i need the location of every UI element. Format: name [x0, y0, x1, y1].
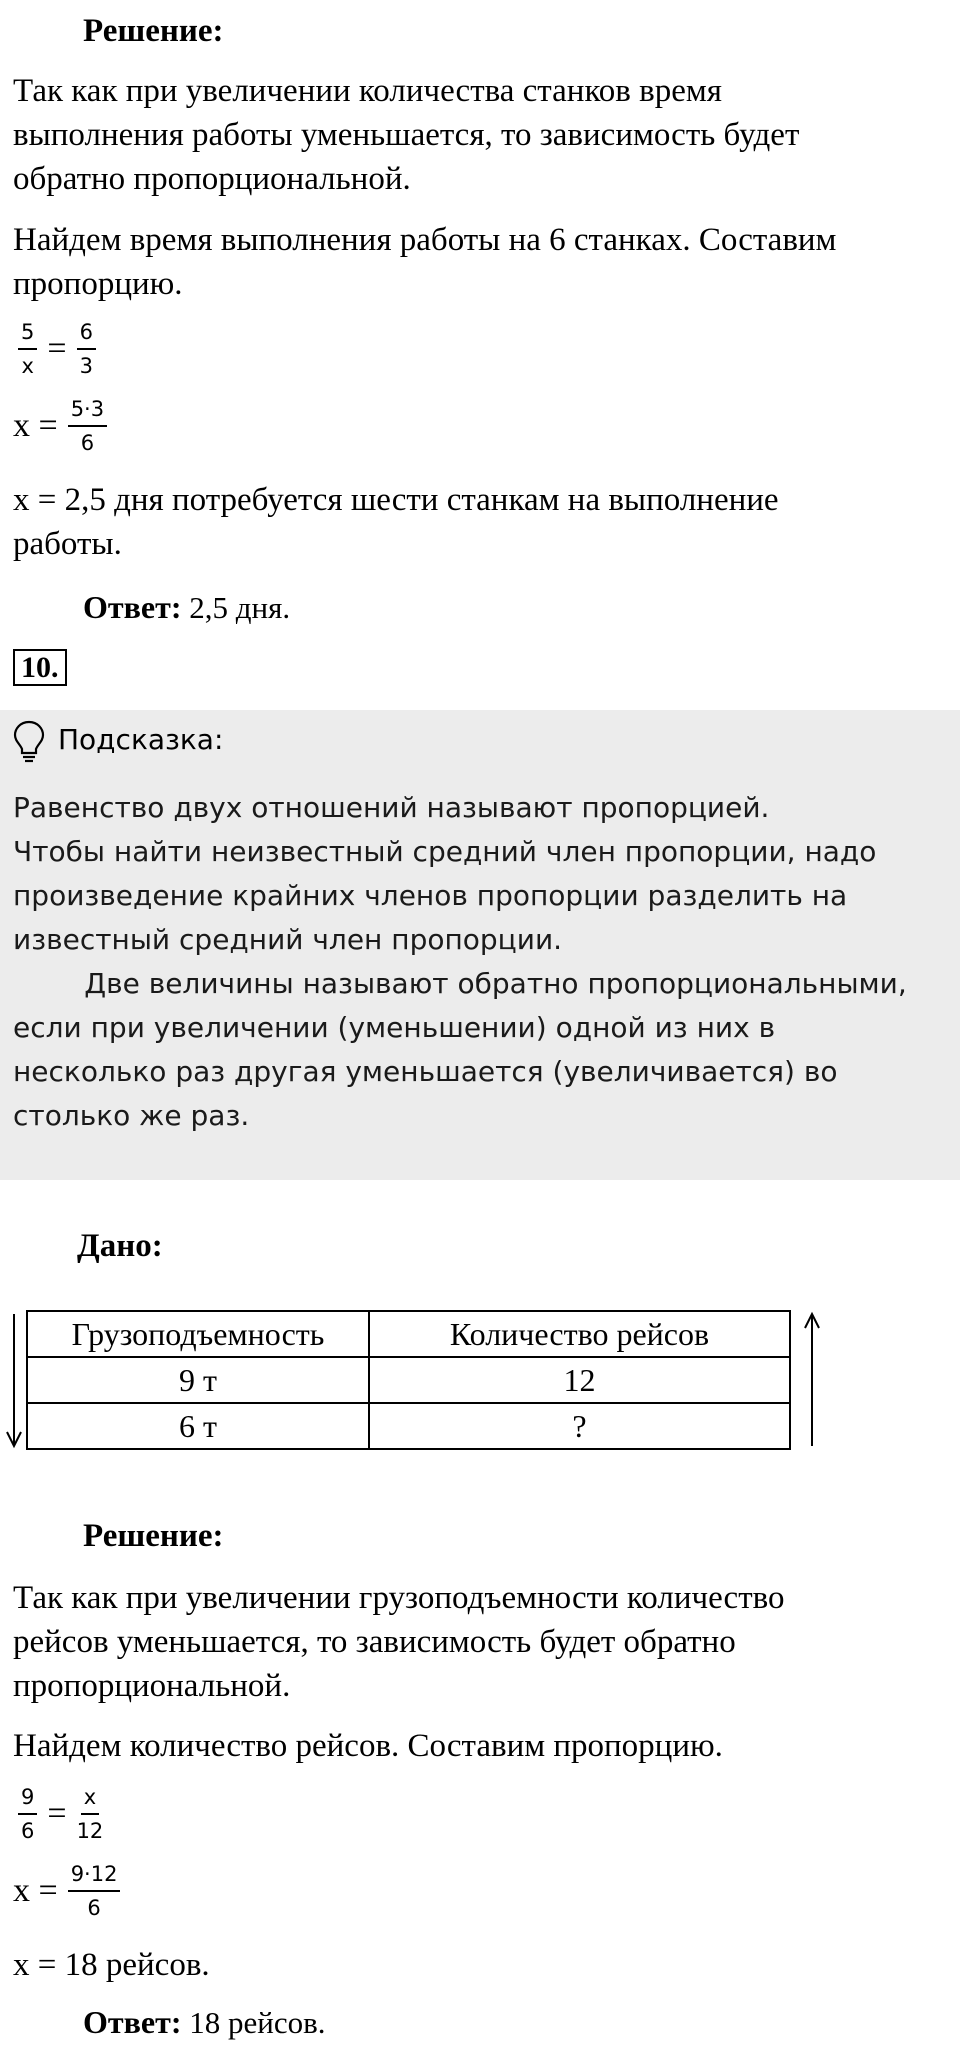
fraction — [16, 1785, 39, 1843]
numerator: 6 — [77, 320, 96, 350]
answer-value: 2,5 дня. — [189, 590, 291, 625]
hint-line: Чтобы найти неизвестный средний член пропорции, надо — [13, 835, 877, 868]
table-cell: 9 т — [27, 1357, 369, 1403]
table-header-cell: Грузоподъемность — [27, 1311, 369, 1357]
hint-line: Две величины называют обратно пропорциональными, — [13, 967, 907, 1000]
lightbulb-icon — [12, 719, 46, 763]
fraction — [66, 1862, 123, 1920]
task-number-box: 10. — [13, 649, 67, 686]
text-line: обратно пропорциональной. — [13, 161, 411, 197]
solution-paragraph — [13, 218, 948, 306]
equation-lhs: x = — [13, 1872, 58, 1909]
given-heading: Дано: — [77, 1228, 163, 1264]
table-row — [27, 1357, 790, 1403]
numerator: 9 — [18, 1785, 37, 1815]
denominator: 3 — [79, 354, 93, 378]
solution-heading: Решение: — [83, 1518, 224, 1554]
denominator: 6 — [80, 431, 95, 455]
result-paragraph — [13, 1943, 948, 1987]
proportion-equation — [16, 1785, 105, 1843]
proportion-equation — [16, 320, 98, 378]
fraction — [66, 397, 109, 455]
numerator: 5·3 — [68, 397, 107, 427]
answer-label: Ответ: — [83, 2004, 182, 2040]
text-line: выполнения работы уменьшается, то зависимость будет — [13, 117, 800, 153]
table-cell: 12 — [369, 1357, 790, 1403]
fraction — [75, 1785, 106, 1843]
denominator: x — [21, 354, 34, 378]
table-header-cell: Количество рейсов — [369, 1311, 790, 1357]
x-equation — [13, 1862, 122, 1920]
answer-line — [83, 587, 290, 628]
text-line: пропорциональной. — [13, 1668, 291, 1704]
arrow-up-icon — [802, 1310, 822, 1450]
task-number — [13, 650, 67, 686]
text-line: Так как при увеличении грузоподъемности количество — [13, 1580, 785, 1616]
hint-line: несколько раз другая уменьшается (увеличивается) во — [13, 1055, 838, 1088]
answer-line — [83, 2002, 325, 2043]
text-line: Найдем время выполнения работы на 6 станках. Составим — [13, 222, 837, 258]
answer-value: 18 рейсов. — [189, 2005, 326, 2040]
given-table — [26, 1310, 791, 1450]
table-cell: ? — [369, 1403, 790, 1449]
solution-paragraph — [13, 1724, 948, 1768]
fraction — [75, 320, 98, 378]
denominator: 12 — [76, 1819, 104, 1843]
denominator: 6 — [87, 1896, 101, 1920]
numerator: 9·12 — [68, 1862, 121, 1892]
text-line: рейсов уменьшается, то зависимость будет обратно — [13, 1624, 736, 1660]
table-header-row — [27, 1311, 790, 1357]
solution-heading: Решение: — [83, 13, 224, 49]
numerator: 5 — [18, 320, 37, 350]
equals-sign: = — [47, 330, 67, 367]
arrow-down-icon — [4, 1310, 24, 1450]
table-row — [27, 1403, 790, 1449]
table-cell: 6 т — [27, 1403, 369, 1449]
x-equation — [13, 397, 109, 455]
text-line: работы. — [13, 526, 122, 562]
equation-lhs: x = — [13, 407, 58, 444]
hint-line: столько же раз. — [13, 1099, 250, 1132]
fraction — [16, 320, 39, 378]
hint-line: Равенство двух отношений называют пропорцией. — [13, 791, 770, 824]
hint-line: если при увеличении (уменьшении) одной из них в — [13, 1011, 776, 1044]
solution-paragraph — [13, 69, 948, 201]
answer-label: Ответ: — [83, 589, 182, 625]
text-line: x = 2,5 дня потребуется шести станкам на выполнение — [13, 482, 779, 518]
text-line: Найдем количество рейсов. Составим пропорцию. — [13, 1728, 723, 1764]
text-line: Так как при увеличении количества станков время — [13, 73, 722, 109]
text-line: x = 18 рейсов. — [13, 1947, 210, 1983]
hint-text — [13, 786, 953, 1138]
hint-line: произведение крайних членов пропорции разделить на — [13, 879, 848, 912]
result-paragraph — [13, 478, 948, 566]
solution-paragraph — [13, 1576, 948, 1708]
hint-title: Подсказка: — [58, 723, 224, 756]
numerator: x — [81, 1785, 99, 1815]
text-line: пропорцию. — [13, 266, 183, 302]
denominator: 6 — [21, 1819, 35, 1843]
equals-sign: = — [47, 1795, 67, 1832]
hint-line: известный средний член пропорции. — [13, 923, 563, 956]
